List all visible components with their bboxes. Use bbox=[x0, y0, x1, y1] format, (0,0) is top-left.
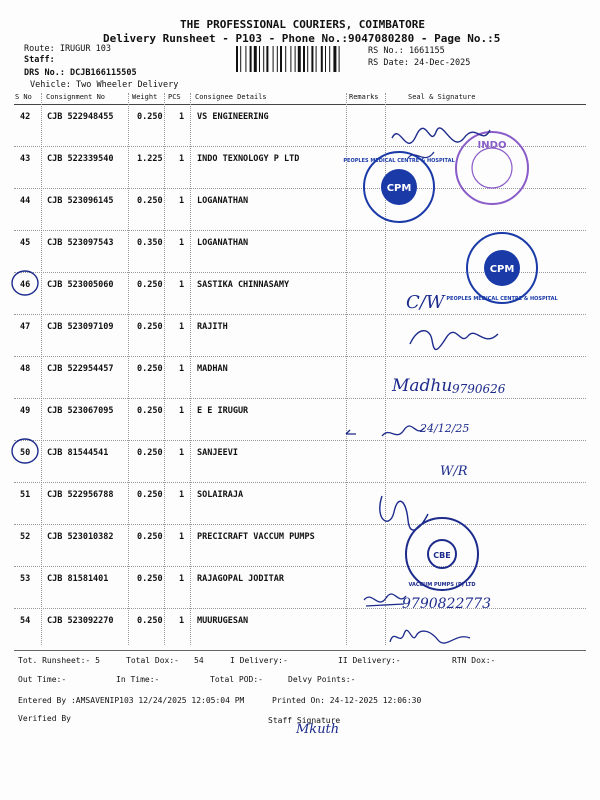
table-row bbox=[0, 398, 600, 440]
row-pcs: 1 bbox=[179, 322, 185, 332]
ii-delivery: II Delivery:- bbox=[338, 656, 401, 665]
peoples-stamp-code: CPM bbox=[386, 183, 412, 194]
row-weight: 0.250 bbox=[137, 490, 163, 500]
route: Route: IRUGUR 103 bbox=[24, 44, 111, 54]
table-bottom-line bbox=[14, 650, 586, 651]
staff-signature-label: Staff Signature bbox=[268, 716, 341, 725]
total-pod: Total POD:- bbox=[210, 675, 263, 684]
row-divider bbox=[14, 482, 586, 483]
row-sno: 48 bbox=[20, 364, 31, 374]
row-weight: 0.250 bbox=[137, 406, 163, 416]
row-consignee: INDO TEXNOLOGY P LTD bbox=[197, 154, 300, 164]
rs-date: RS Date: 24-Dec-2025 bbox=[368, 58, 471, 68]
col-consignment: Consignment No bbox=[46, 93, 106, 101]
row-sno: 43 bbox=[20, 154, 31, 164]
row-divider bbox=[14, 314, 586, 315]
signature-scribble bbox=[406, 318, 506, 358]
handwritten-wr: W/R bbox=[440, 464, 468, 479]
staff-signature-hand: Mkuth bbox=[296, 722, 340, 737]
row-pcs: 1 bbox=[179, 448, 185, 458]
arrow-mark bbox=[340, 420, 380, 440]
row-consignment: CJB 522956788 bbox=[47, 490, 114, 500]
row-pcs: 1 bbox=[179, 406, 185, 416]
out-time: Out Time:- bbox=[18, 675, 67, 684]
row-consignment: CJB 81544541 bbox=[47, 448, 109, 458]
table-row bbox=[0, 482, 600, 524]
row-sno: 52 bbox=[20, 532, 31, 542]
handwritten-date: 24/12/25 bbox=[420, 422, 470, 435]
staff-label: Staff: bbox=[24, 55, 55, 65]
row-consignment: CJB 81581401 bbox=[47, 574, 109, 584]
circle-mark bbox=[8, 436, 42, 466]
row-consignment: CJB 522954457 bbox=[47, 364, 114, 374]
pumps-stamp-cbe: CBE bbox=[433, 551, 451, 560]
row-consignee: SASTIKA CHINNASAMY bbox=[197, 280, 290, 290]
row-consignment: CJB 523005060 bbox=[47, 280, 114, 290]
handwritten-phone-2: 9790822773 bbox=[402, 596, 492, 612]
rs-number: RS No.: 1661155 bbox=[368, 46, 445, 56]
row-consignee: MUURUGESAN bbox=[197, 616, 249, 626]
row-weight: 0.250 bbox=[137, 616, 163, 626]
table-row bbox=[0, 356, 600, 398]
row-weight: 0.250 bbox=[137, 322, 163, 332]
signature-scribble bbox=[386, 118, 506, 178]
row-sno: 53 bbox=[20, 574, 31, 584]
table-row bbox=[0, 314, 600, 356]
row-pcs: 1 bbox=[179, 154, 185, 164]
signature-scribble bbox=[386, 622, 476, 652]
handwritten-phone: 9790626 bbox=[452, 382, 506, 396]
row-weight: 0.250 bbox=[137, 364, 163, 374]
company-name: THE PROFESSIONAL COURIERS, COIMBATORE bbox=[180, 18, 426, 31]
rtn-dox: RTN Dox:- bbox=[452, 656, 496, 665]
table-row bbox=[0, 524, 600, 566]
row-consignee: VS ENGINEERING bbox=[197, 112, 269, 122]
row-consignment: CJB 522339540 bbox=[47, 154, 114, 164]
row-consignment: CJB 522948455 bbox=[47, 112, 114, 122]
row-consignee: LOGANATHAN bbox=[197, 196, 249, 206]
row-divider bbox=[14, 440, 586, 441]
row-consignment: CJB 523010382 bbox=[47, 532, 114, 542]
verified-by: Verified By bbox=[18, 714, 71, 723]
row-weight: 0.350 bbox=[137, 238, 163, 248]
row-sno: 49 bbox=[20, 406, 31, 416]
drs-number: DRS No.: DCJB166115505 bbox=[24, 68, 137, 78]
row-divider bbox=[14, 608, 586, 609]
col-weight: Weight bbox=[132, 93, 158, 101]
row-consignment: CJB 523097109 bbox=[47, 322, 114, 332]
peoples-stamp-text: PEOPLES MEDICAL CENTRE & HOSPITAL bbox=[343, 158, 455, 164]
in-time: In Time:- bbox=[116, 675, 160, 684]
col-sno: S No bbox=[15, 93, 32, 101]
delvy-points: Delvy Points:- bbox=[288, 675, 356, 684]
row-consignee: PRECICRAFT VACCUM PUMPS bbox=[197, 532, 315, 542]
signature-scribble bbox=[372, 490, 432, 536]
col-remarks: Remarks bbox=[349, 93, 379, 101]
row-pcs: 1 bbox=[179, 196, 185, 206]
col-seal: Seal & Signature bbox=[408, 93, 476, 101]
i-delivery: I Delivery:- bbox=[230, 656, 288, 665]
row-sno: 47 bbox=[20, 322, 31, 332]
row-consignee: LOGANATHAN bbox=[197, 238, 249, 248]
row-weight: 0.250 bbox=[137, 448, 163, 458]
row-consignee: RAJAGOPAL JODITAR bbox=[197, 574, 284, 584]
table-row bbox=[0, 608, 600, 650]
total-dox-value: 54 bbox=[194, 656, 204, 665]
row-weight: 0.250 bbox=[137, 112, 163, 122]
row-consignment: CJB 523067095 bbox=[47, 406, 114, 416]
row-divider bbox=[14, 566, 586, 567]
row-weight: 0.250 bbox=[137, 574, 163, 584]
row-weight: 0.250 bbox=[137, 532, 163, 542]
row-sno: 50 bbox=[20, 448, 31, 458]
row-pcs: 1 bbox=[179, 532, 185, 542]
row-pcs: 1 bbox=[179, 616, 185, 626]
row-pcs: 1 bbox=[179, 112, 185, 122]
row-consignment: CJB 523097543 bbox=[47, 238, 114, 248]
row-sno: 46 bbox=[20, 280, 31, 290]
row-consignee: E E IRUGUR bbox=[197, 406, 249, 416]
row-consignee: SANJEEVI bbox=[197, 448, 238, 458]
row-pcs: 1 bbox=[179, 364, 185, 374]
indo-stamp-text: INDO bbox=[477, 140, 507, 151]
row-divider bbox=[14, 398, 586, 399]
row-consignee: SOLAIRAJA bbox=[197, 490, 244, 500]
row-consignment: CJB 523096145 bbox=[47, 196, 114, 206]
col-consignee: Consignee Details bbox=[195, 93, 267, 101]
handwritten-cw: C/W bbox=[406, 292, 445, 313]
table-row bbox=[0, 566, 600, 608]
peoples-stamp-2 bbox=[446, 228, 558, 308]
peoples-stamp-code: CPM bbox=[489, 264, 515, 275]
row-weight: 1.225 bbox=[137, 154, 163, 164]
vehicle: Vehicle: Two Wheeler Delivery bbox=[30, 80, 179, 90]
circle-mark bbox=[8, 268, 42, 298]
row-sno: 42 bbox=[20, 112, 31, 122]
row-consignee: RAJITH bbox=[197, 322, 228, 332]
row-sno: 51 bbox=[20, 490, 31, 500]
handwritten-madhu: Madhu bbox=[392, 376, 453, 396]
tot-runsheet: Tot. Runsheet:- 5 bbox=[18, 656, 100, 665]
row-consignee: MADHAN bbox=[197, 364, 228, 374]
col-pcs: PCS bbox=[168, 93, 181, 101]
row-divider bbox=[14, 524, 586, 525]
row-weight: 0.250 bbox=[137, 196, 163, 206]
row-consignment: CJB 523092270 bbox=[47, 616, 114, 626]
row-pcs: 1 bbox=[179, 280, 185, 290]
barcode bbox=[236, 46, 364, 72]
row-sno: 54 bbox=[20, 616, 31, 626]
table-row bbox=[0, 440, 600, 482]
row-weight: 0.250 bbox=[137, 280, 163, 290]
row-pcs: 1 bbox=[179, 574, 185, 584]
entered-by: Entered By :AMSAVENIP103 12/24/2025 12:05:04 PM bbox=[18, 696, 245, 705]
runsheet-title: Delivery Runsheet - P103 - Phone No.:9047080280 - Page No.:5 bbox=[103, 32, 501, 45]
pumps-stamp-text: VACCUM PUMPS (P) LTD bbox=[408, 582, 476, 588]
row-sno: 44 bbox=[20, 196, 31, 206]
row-sno: 45 bbox=[20, 238, 31, 248]
printed-on: Printed On: 24-12-2025 12:06:30 bbox=[272, 696, 422, 705]
row-pcs: 1 bbox=[179, 238, 185, 248]
peoples-stamp-text: PEOPLES MEDICAL CENTRE & HOSPITAL bbox=[446, 296, 558, 302]
row-pcs: 1 bbox=[179, 490, 185, 500]
total-dox-label: Total Dox:- bbox=[126, 656, 179, 665]
